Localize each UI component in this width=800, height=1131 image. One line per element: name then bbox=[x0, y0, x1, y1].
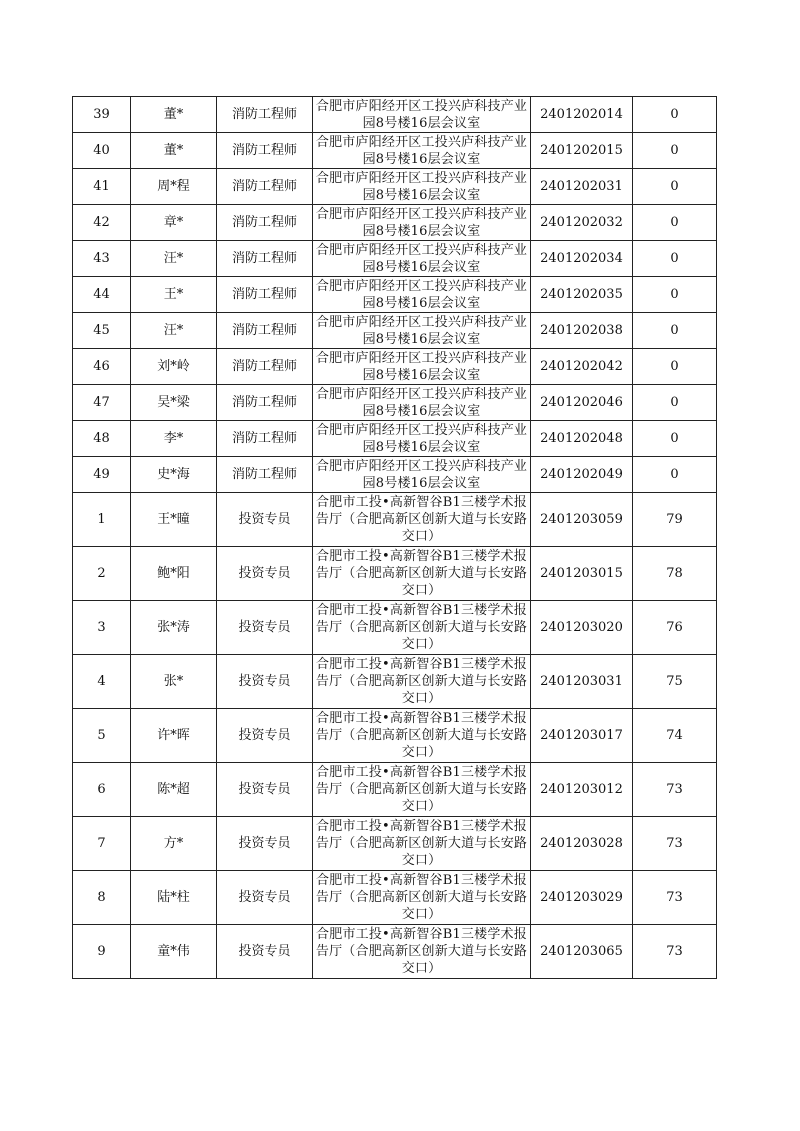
table-row bbox=[73, 205, 717, 241]
cell-position: 消防工程师 bbox=[217, 97, 313, 133]
cell-score: 76 bbox=[633, 601, 717, 655]
cell-name: 董* bbox=[131, 97, 217, 133]
cell-position: 投资专员 bbox=[217, 655, 313, 709]
cell-name: 张* bbox=[131, 655, 217, 709]
cell-score: 0 bbox=[633, 385, 717, 421]
cell-score: 0 bbox=[633, 97, 717, 133]
cell-exam-id: 2401202031 bbox=[531, 169, 633, 205]
table-row bbox=[73, 313, 717, 349]
cell-no: 46 bbox=[73, 349, 131, 385]
cell-no: 3 bbox=[73, 601, 131, 655]
table-row bbox=[73, 871, 717, 925]
cell-no: 1 bbox=[73, 493, 131, 547]
cell-no: 40 bbox=[73, 133, 131, 169]
table-row bbox=[73, 925, 717, 979]
cell-location: 合肥市庐阳经开区工投兴庐科技产业园8号楼16层会议室 bbox=[313, 97, 531, 133]
cell-score: 0 bbox=[633, 457, 717, 493]
cell-score: 0 bbox=[633, 169, 717, 205]
cell-position: 投资专员 bbox=[217, 817, 313, 871]
cell-no: 8 bbox=[73, 871, 131, 925]
cell-exam-id: 2401202038 bbox=[531, 313, 633, 349]
cell-no: 42 bbox=[73, 205, 131, 241]
table-row bbox=[73, 763, 717, 817]
table-row bbox=[73, 97, 717, 133]
cell-exam-id: 2401202015 bbox=[531, 133, 633, 169]
cell-score: 0 bbox=[633, 349, 717, 385]
cell-name: 张*涛 bbox=[131, 601, 217, 655]
table-row bbox=[73, 241, 717, 277]
table-row bbox=[73, 349, 717, 385]
cell-name: 史*海 bbox=[131, 457, 217, 493]
cell-exam-id: 2401203028 bbox=[531, 817, 633, 871]
cell-no: 9 bbox=[73, 925, 131, 979]
table-row bbox=[73, 547, 717, 601]
cell-name: 王* bbox=[131, 277, 217, 313]
cell-location: 合肥市工投•高新智谷B1三楼学术报告厅（合肥高新区创新大道与长安路交口） bbox=[313, 601, 531, 655]
table-row bbox=[73, 493, 717, 547]
cell-no: 41 bbox=[73, 169, 131, 205]
results-table-body bbox=[73, 97, 717, 979]
results-table bbox=[72, 96, 717, 979]
cell-position: 消防工程师 bbox=[217, 349, 313, 385]
cell-position: 消防工程师 bbox=[217, 313, 313, 349]
cell-location: 合肥市工投•高新智谷B1三楼学术报告厅（合肥高新区创新大道与长安路交口） bbox=[313, 871, 531, 925]
cell-position: 消防工程师 bbox=[217, 277, 313, 313]
cell-score: 0 bbox=[633, 421, 717, 457]
cell-name: 董* bbox=[131, 133, 217, 169]
cell-exam-id: 2401203017 bbox=[531, 709, 633, 763]
cell-position: 消防工程师 bbox=[217, 385, 313, 421]
cell-no: 7 bbox=[73, 817, 131, 871]
cell-score: 0 bbox=[633, 277, 717, 313]
cell-location: 合肥市庐阳经开区工投兴庐科技产业园8号楼16层会议室 bbox=[313, 457, 531, 493]
cell-no: 39 bbox=[73, 97, 131, 133]
cell-name: 李* bbox=[131, 421, 217, 457]
cell-position: 投资专员 bbox=[217, 763, 313, 817]
cell-name: 鲍*阳 bbox=[131, 547, 217, 601]
cell-position: 投资专员 bbox=[217, 709, 313, 763]
table-row bbox=[73, 457, 717, 493]
cell-score: 0 bbox=[633, 205, 717, 241]
table-row bbox=[73, 385, 717, 421]
cell-location: 合肥市庐阳经开区工投兴庐科技产业园8号楼16层会议室 bbox=[313, 313, 531, 349]
cell-score: 74 bbox=[633, 709, 717, 763]
table-row bbox=[73, 601, 717, 655]
cell-no: 49 bbox=[73, 457, 131, 493]
table-row bbox=[73, 133, 717, 169]
cell-score: 73 bbox=[633, 925, 717, 979]
cell-location: 合肥市工投•高新智谷B1三楼学术报告厅（合肥高新区创新大道与长安路交口） bbox=[313, 925, 531, 979]
cell-location: 合肥市庐阳经开区工投兴庐科技产业园8号楼16层会议室 bbox=[313, 169, 531, 205]
cell-name: 王*曈 bbox=[131, 493, 217, 547]
cell-name: 童*伟 bbox=[131, 925, 217, 979]
cell-name: 陈*超 bbox=[131, 763, 217, 817]
cell-exam-id: 2401203065 bbox=[531, 925, 633, 979]
cell-exam-id: 2401202032 bbox=[531, 205, 633, 241]
cell-exam-id: 2401202046 bbox=[531, 385, 633, 421]
cell-score: 78 bbox=[633, 547, 717, 601]
cell-exam-id: 2401202014 bbox=[531, 97, 633, 133]
cell-position: 投资专员 bbox=[217, 601, 313, 655]
cell-location: 合肥市工投•高新智谷B1三楼学术报告厅（合肥高新区创新大道与长安路交口） bbox=[313, 547, 531, 601]
cell-score: 79 bbox=[633, 493, 717, 547]
cell-position: 消防工程师 bbox=[217, 133, 313, 169]
cell-score: 73 bbox=[633, 763, 717, 817]
cell-score: 0 bbox=[633, 133, 717, 169]
table-row bbox=[73, 277, 717, 313]
cell-name: 刘*岭 bbox=[131, 349, 217, 385]
cell-position: 消防工程师 bbox=[217, 169, 313, 205]
cell-exam-id: 2401202049 bbox=[531, 457, 633, 493]
cell-exam-id: 2401202034 bbox=[531, 241, 633, 277]
cell-position: 投资专员 bbox=[217, 547, 313, 601]
cell-location: 合肥市庐阳经开区工投兴庐科技产业园8号楼16层会议室 bbox=[313, 277, 531, 313]
cell-exam-id: 2401203012 bbox=[531, 763, 633, 817]
cell-no: 48 bbox=[73, 421, 131, 457]
cell-location: 合肥市工投•高新智谷B1三楼学术报告厅（合肥高新区创新大道与长安路交口） bbox=[313, 655, 531, 709]
cell-location: 合肥市工投•高新智谷B1三楼学术报告厅（合肥高新区创新大道与长安路交口） bbox=[313, 493, 531, 547]
cell-score: 0 bbox=[633, 313, 717, 349]
table-row bbox=[73, 169, 717, 205]
cell-position: 消防工程师 bbox=[217, 457, 313, 493]
cell-no: 44 bbox=[73, 277, 131, 313]
cell-location: 合肥市庐阳经开区工投兴庐科技产业园8号楼16层会议室 bbox=[313, 349, 531, 385]
cell-exam-id: 2401202042 bbox=[531, 349, 633, 385]
cell-score: 73 bbox=[633, 871, 717, 925]
cell-exam-id: 2401203029 bbox=[531, 871, 633, 925]
cell-position: 消防工程师 bbox=[217, 421, 313, 457]
cell-exam-id: 2401203020 bbox=[531, 601, 633, 655]
cell-name: 汪* bbox=[131, 313, 217, 349]
cell-name: 方* bbox=[131, 817, 217, 871]
cell-name: 汪* bbox=[131, 241, 217, 277]
cell-location: 合肥市庐阳经开区工投兴庐科技产业园8号楼16层会议室 bbox=[313, 421, 531, 457]
cell-location: 合肥市工投•高新智谷B1三楼学术报告厅（合肥高新区创新大道与长安路交口） bbox=[313, 709, 531, 763]
cell-location: 合肥市工投•高新智谷B1三楼学术报告厅（合肥高新区创新大道与长安路交口） bbox=[313, 817, 531, 871]
cell-score: 75 bbox=[633, 655, 717, 709]
cell-no: 45 bbox=[73, 313, 131, 349]
cell-name: 吴*梁 bbox=[131, 385, 217, 421]
cell-position: 消防工程师 bbox=[217, 241, 313, 277]
cell-location: 合肥市庐阳经开区工投兴庐科技产业园8号楼16层会议室 bbox=[313, 241, 531, 277]
cell-score: 0 bbox=[633, 241, 717, 277]
cell-exam-id: 2401203015 bbox=[531, 547, 633, 601]
cell-name: 许*晖 bbox=[131, 709, 217, 763]
table-row bbox=[73, 421, 717, 457]
table-row bbox=[73, 655, 717, 709]
cell-position: 投资专员 bbox=[217, 925, 313, 979]
cell-no: 6 bbox=[73, 763, 131, 817]
cell-name: 周*程 bbox=[131, 169, 217, 205]
cell-location: 合肥市庐阳经开区工投兴庐科技产业园8号楼16层会议室 bbox=[313, 133, 531, 169]
cell-position: 投资专员 bbox=[217, 871, 313, 925]
cell-name: 章* bbox=[131, 205, 217, 241]
table-row bbox=[73, 817, 717, 871]
table-row bbox=[73, 709, 717, 763]
cell-score: 73 bbox=[633, 817, 717, 871]
cell-location: 合肥市庐阳经开区工投兴庐科技产业园8号楼16层会议室 bbox=[313, 385, 531, 421]
cell-location: 合肥市庐阳经开区工投兴庐科技产业园8号楼16层会议室 bbox=[313, 205, 531, 241]
cell-exam-id: 2401203031 bbox=[531, 655, 633, 709]
cell-position: 消防工程师 bbox=[217, 205, 313, 241]
cell-no: 4 bbox=[73, 655, 131, 709]
cell-no: 2 bbox=[73, 547, 131, 601]
cell-name: 陆*柱 bbox=[131, 871, 217, 925]
cell-no: 47 bbox=[73, 385, 131, 421]
cell-no: 5 bbox=[73, 709, 131, 763]
cell-position: 投资专员 bbox=[217, 493, 313, 547]
cell-exam-id: 2401203059 bbox=[531, 493, 633, 547]
cell-exam-id: 2401202035 bbox=[531, 277, 633, 313]
cell-exam-id: 2401202048 bbox=[531, 421, 633, 457]
cell-location: 合肥市工投•高新智谷B1三楼学术报告厅（合肥高新区创新大道与长安路交口） bbox=[313, 763, 531, 817]
cell-no: 43 bbox=[73, 241, 131, 277]
